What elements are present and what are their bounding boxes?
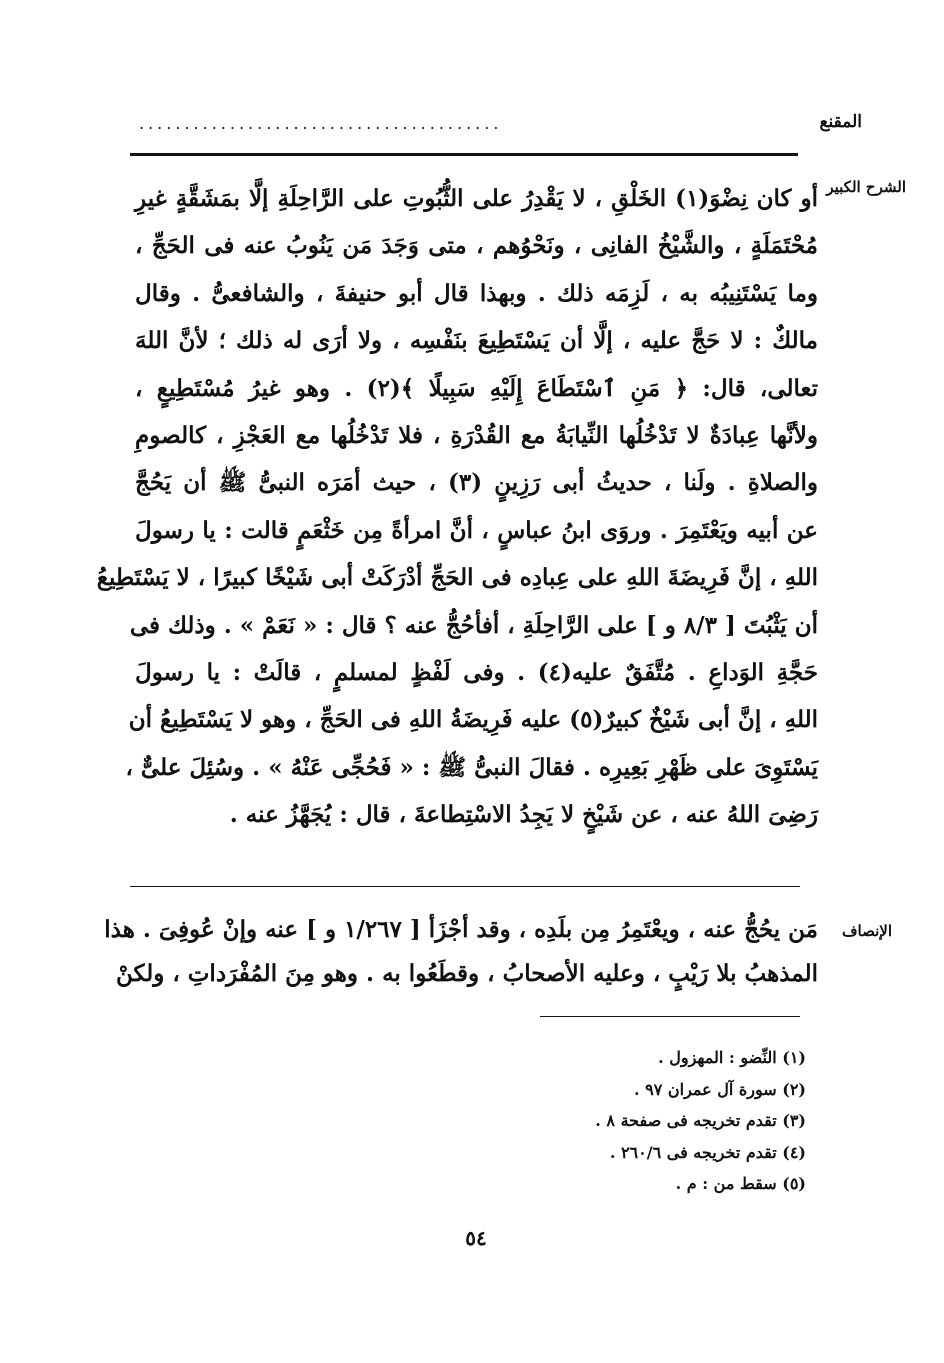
insaf-text-block (104, 908, 818, 996)
sharh-line: ولأنَّها عِبادَةٌ لا تَدْخُلُها النِّيابَةُ مع القُدْرَةِ ، فلا تَدْخُلُها مع العَجْزِ ، كالصومِ (135, 421, 818, 449)
footnotes (386, 1042, 806, 1200)
sharh-line: اللهِ ، إنَّ أبى شَيْخٌ كبيرٌ(٥) عليه فَرِيضَةُ اللهِ فى الحَجِّ ، وهو لا يَسْتَطِيعُ أن (128, 706, 818, 734)
sharh-section-label: الشرح الكبير (826, 178, 906, 196)
insaf-line: مَن يحُجُّ عنه ، ويعْتَمِرُ مِن بلَدِه ، وقد أجْزَأ [ ١/٢٦٧ و ] عنه وإنْ عُوفِىَ . هذا (104, 916, 818, 943)
section-divider (130, 886, 800, 887)
sharh-line: مُحْتَمَلَةٍ ، والشَّيْخُ الفانِى ، ونَحْوُهم ، متى وَجَدَ مَن يَنُوبُ عنه فى الحَجِّ ، (135, 232, 818, 260)
sharh-line: عن أبيه ويَعْتَمِرَ . وروَى ابنُ عباسٍ ، أنَّ امرأةً مِن خَثْعَمٍ قالت : يا رسولَ (135, 516, 818, 544)
sharh-line: اللهِ ، إنَّ فَرِيضَةَ اللهِ على عِبادِه فى الحَجِّ أدْرَكَتْ أبى شَيْخًا كبيرًا ، لا يَسْتَطِيعُ (96, 564, 818, 592)
insaf-section-label: الإنصاف (841, 922, 892, 940)
sharh-text-block (96, 175, 819, 838)
sharh-line: أو كان نِضْوَ(١) الخَلْقِ ، لا يَقْدِرُ على الثُّبُوتِ على الرَّاحِلَةِ إلَّا بمَشَقَّةٍ غيرِ (135, 185, 818, 212)
footnote: (١) النِّضو : المهزول . (658, 1048, 806, 1067)
sharh-line: مالكٌ : لا حَجَّ عليه ، إلَّا أن يَسْتَطِيعَ بنَفْسِه ، ولا أرَى له ذلك ؛ لأنَّ اللهَ (135, 327, 818, 355)
sharh-line: حَجَّةِ الوَداعِ . مُتَّفَقٌ عليه(٤) . وفى لَفْظٍ لمسلمٍ ، قالَتْ : يا رسولَ (135, 658, 818, 686)
header-dot-leader: ........................................ (139, 114, 503, 133)
sharh-line: رَضِىَ اللهُ عنه ، عن شَيْخٍ لا يَجِدُ الاسْتِطاعةَ ، قال : يُجَهَّزُ عنه . (229, 801, 818, 829)
footnote: (٢) سورة آل عمران ٩٧ . (633, 1079, 806, 1099)
footnote-rule (540, 1016, 800, 1017)
footnote: (٤) تقدم تخريجه فى ٢٦٠/٦ . (609, 1142, 806, 1162)
sharh-line: تعالى، قال: ﴿ مَنِ ٱسْتَطَاعَ إِلَيْهِ سَبِيلًا ﴾(٢) . وهو غيرُ مُسْتَطِيعٍ ، (135, 374, 819, 402)
sharh-line: أن يَثْبُتَ [ ٨/٣ و ] على الرَّاحِلَةِ ، أفأحُجُّ عنه ؟ قال : « نَعَمْ » . وذلك فى (129, 611, 818, 639)
insaf-line: المذهبُ بلا رَيْبٍ ، وعليه الأصحابُ ، وقطَعُوا به . وهو مِنَ المُفْرَداتِ ، ولكنْ (116, 960, 818, 987)
running-title: المقنع (819, 112, 862, 132)
header-rule (130, 153, 798, 156)
sharh-line: وما يَسْتَنِيبُه به ، لَزِمَه ذلك . وبهذا قال أبو حنيفةَ ، والشافعىُّ . وقال (135, 279, 818, 307)
sharh-line: يَسْتَوِىَ على ظَهْرِ بَعِيرِه . فقالَ النبىُّ ﷺ : « فَحُجِّى عَنْهُ » . وسُئِلَ علىٌّ ، (125, 753, 818, 781)
sharh-line: والصلاةِ . ولَنا ، حديثُ أبى رَزِينٍ (٣) ، حيث أمَرَه النبىُّ ﷺ أن يَحُجَّ (135, 469, 818, 497)
footnote: (٣) تقدم تخريجه فى صفحة ٨ . (595, 1111, 806, 1130)
page-number: ٥٤ (465, 1226, 487, 1250)
footnote: (٥) سقط من : م . (675, 1174, 806, 1193)
